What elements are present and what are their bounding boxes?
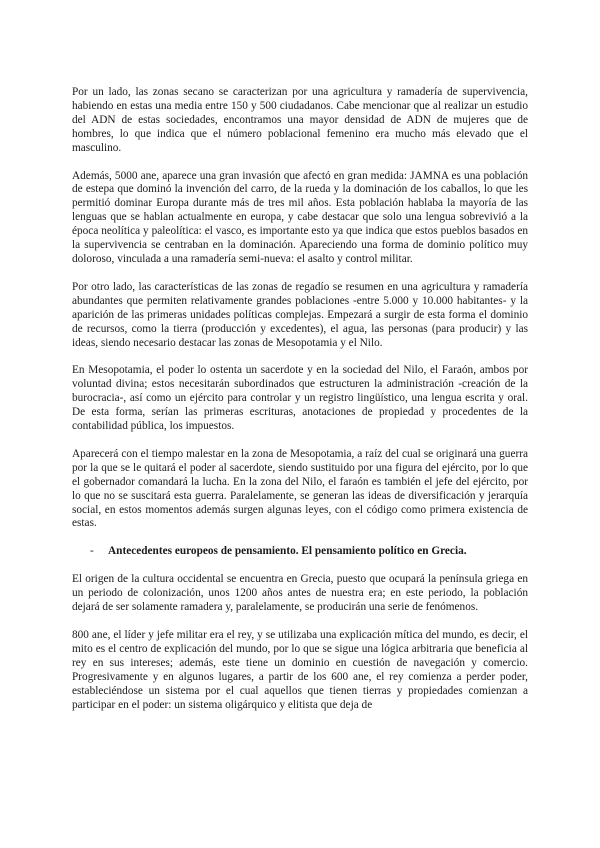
paragraph-origen-grecia: El origen de la cultura occidental se encuentra en Grecia, puesto que ocupará la península griega en un periodo de colonización, unos 1200 años antes de nuestra era; en este periodo, la población dejará de ser solamente ramadera y, paralelamente, se producirán una serie de fenómenos. [72, 573, 528, 614]
paragraph-secano: Por un lado, las zonas secano se caracterizan por una agricultura y ramadería de supervivencia, habiendo en estas una media entre 150 y 500 ciudadanos. Cabe mencionar que al realizar un estudio del ADN de estas sociedades, encontramos una mayor densidad de ADN de mujeres que de hombres, lo que indica que el número poblacional femenino era mucho más elevado que el masculino. [72, 86, 528, 154]
document-page [72, 86, 528, 726]
paragraph-jamna-invasion: Además, 5000 ane, aparece una gran invasión que afectó en gran medida: JAMNA es una población de estepa que dominó la invención del carro, de la rueda y la dominación de los caballos, lo que les permitió dominar Europa durante más de tres mil años. Esta población hablaba la mayoría de las lenguas que se hablan actualmente en europa, y cabe destacar que solo una lengua sobrevivió a la época neolítica y paleolítica: el vasco, es importante esto ya que indica que estos pueblos basados en la supervivencia se centraban en la dominación. Apareciendo una forma de dominio político muy doloroso, vinculada a una ramadería semi-nueva: el asalto y control militar. [72, 169, 528, 265]
paragraph-mesopotamia-nilo: En Mesopotamia, el poder lo ostenta un sacerdote y en la sociedad del Nilo, el Faraón, ambos por voluntad divina; estos necesitarán subordinados que estructuren la administración -creación de la burocracia-, así como un ejército para controlar y un registro lingüístico, una lengua escrita y oral. De esta forma, serían las primeras escrituras, anotaciones de propiedad y procedentes de la contabilidad pública, los impuestos. [72, 364, 528, 433]
paragraph-regadio: Por otro lado, las características de las zonas de regadío se resumen en una agricultura y ramadería abundantes que permiten relativamente grandes poblaciones -entre 5.000 y 10.000 habitantes- y la aparición de las primeras unidades políticas complejas. Empezará a surgir de esta forma el dominio de recursos, como la tierra (producción y excedentes), el agua, las personas (para producir) y las ideas, siendo necesario destacar las zonas de Mesopotamia y el Nilo. [72, 280, 528, 349]
paragraph-malestar: Aparecerá con el tiempo malestar en la zona de Mesopotamia, a raíz del cual se originará una guerra por la que se le quitará el poder al sacerdote, siendo sustituido por una figura del ejército, por lo que el gobernador comandará la lucha. En la zona del Nilo, el faraón es también el jefe del ejército, por lo que no se suscitará esta guerra. Paralelamente, se generan las ideas de diversificación y jerarquía social, en estos momentos además surgen algunas leyes, con el código como primera existencia de estas. [72, 447, 528, 530]
section-heading [72, 545, 528, 559]
heading-text: Antecedentes europeos de pensamiento. El pensamiento político en Grecia. [108, 545, 467, 558]
paragraph-800-ane: 800 ane, el líder y jefe militar era el rey, y se utilizaba una explicación mítica del mundo, es decir, el mito es el centro de explicación del mundo, por lo que se sigue una lógica arbitraria que beneficia al rey en sus intereses; además, este tiene un dominio en cuestión de navegación y comercio. Progresivamente y en algunos lugares, a partir de los 600 ane, el rey comienza a perder poder, estableciéndose un sistema por el cual aquellos que tienen tierras y propiedades comienzan a participar en el poder: un sistema oligárquico y elitista que deja de [72, 629, 528, 711]
heading-bullet: - [90, 545, 94, 558]
